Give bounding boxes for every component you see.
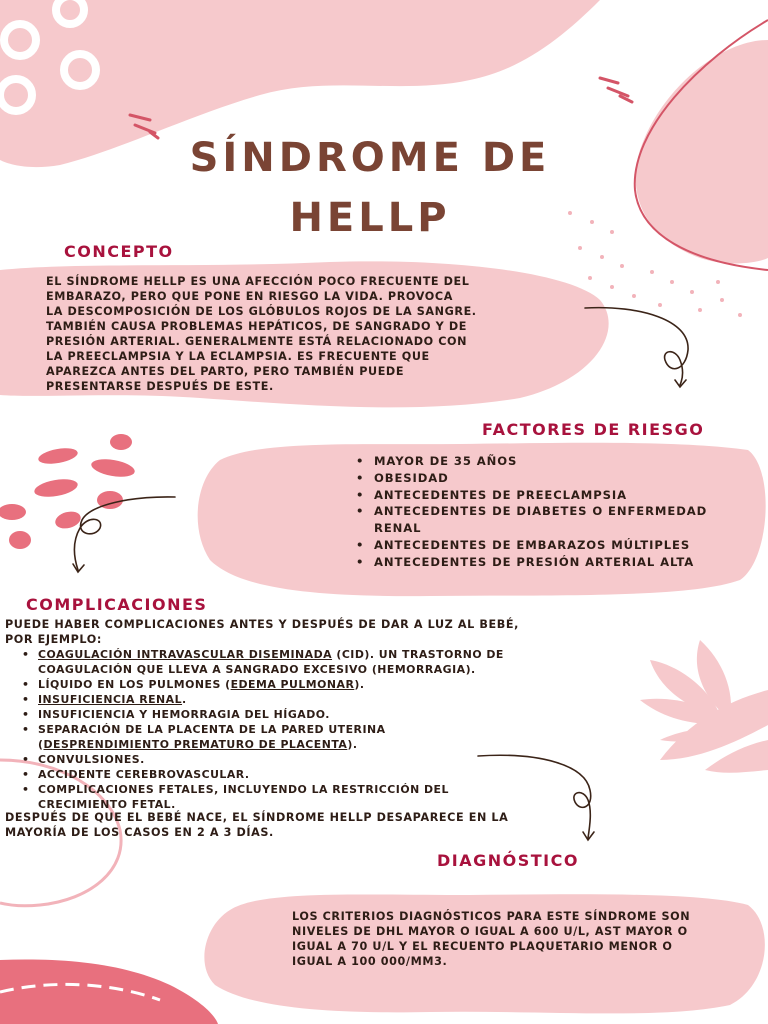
renal-text-post: .: [182, 693, 187, 706]
concepto-line: PRESENTARSE DESPUÉS DE ESTE.: [46, 380, 274, 393]
factores-heading: FACTORES DE RIESGO: [482, 420, 705, 439]
arrow-factores: [75, 497, 176, 570]
arrow-factores-head: [73, 564, 84, 572]
list-item: • ANTECEDENTES DE EMBARAZOS MÚLTIPLES: [352, 537, 752, 554]
fetales-text: COMPLICACIONES FETALES, INCLUYENDO LA RESTRICCIÓN DEL: [38, 783, 449, 796]
diagnostico-line: IGUAL A 100 000/MM3.: [292, 955, 448, 968]
concepto-line: PRESIÓN ARTERIAL. GENERALMENTE ESTÁ RELACIONADO CON: [46, 335, 468, 348]
list-item: [4, 647, 604, 677]
concepto-line: LA DESCOMPOSICIÓN DE LOS GLÓBULOS ROJOS DE LA SANGRE.: [46, 305, 477, 318]
cid-text-2: COAGULACIÓN QUE LLEVA A SANGRADO EXCESIVO (HEMORRAGIA).: [38, 663, 476, 676]
title-line-1: SÍNDROME DE: [189, 135, 551, 181]
complicaciones-list: [4, 647, 604, 812]
list-item: • ANTECEDENTES DE PRESIÓN ARTERIAL ALTA: [352, 554, 752, 571]
pulmon-text-post: ).: [354, 678, 365, 691]
list-item: [4, 782, 604, 812]
diagnostico-line: NIVELES DE DHL MAYOR O IGUAL A 600 U/L, AST MAYOR O: [292, 925, 688, 938]
complicaciones-intro-line: POR EJEMPLO:: [5, 633, 102, 646]
cid-link[interactable]: COAGULACIÓN INTRAVASCULAR DISEMINADA: [38, 648, 333, 661]
complicaciones-outro: [5, 810, 625, 840]
leaf-decoration: [640, 640, 768, 773]
bottom-left-blob: [0, 960, 218, 1024]
concepto-heading: CONCEPTO: [64, 242, 174, 261]
concepto-line: LA PREECLAMPSIA Y LA ECLAMPSIA. ES FRECUENTE QUE: [46, 350, 430, 363]
placenta-text-pre: (: [38, 738, 44, 751]
pulmon-text: LÍQUIDO EN LOS PULMONES (: [38, 678, 231, 691]
complicaciones-intro: [5, 617, 605, 647]
list-item: • MAYOR DE 35 AÑOS: [352, 453, 752, 470]
list-item: • CONVULSIONES.: [4, 752, 604, 767]
fetales-text-2: CRECIMIENTO FETAL.: [38, 798, 176, 811]
list-item: • ANTECEDENTES DE PREECLAMPSIA: [352, 487, 752, 504]
page-title: [0, 130, 740, 246]
placenta-text: SEPARACIÓN DE LA PLACENTA DE LA PARED UTERINA: [38, 723, 386, 736]
title-line-2: HELLP: [289, 195, 451, 241]
factores-list: [352, 453, 752, 571]
concepto-line: EMBARAZO, PERO QUE PONE EN RIESGO LA VIDA. PROVOCA: [46, 290, 453, 303]
list-item: [4, 677, 604, 692]
diagnostico-heading: DIAGNÓSTICO: [437, 851, 579, 870]
list-item: [4, 722, 604, 752]
desprendimiento-link[interactable]: DESPRENDIMIENTO PREMATURO DE PLACENTA: [43, 738, 348, 751]
diagnostico-text: [292, 909, 762, 969]
list-item: • ANTECEDENTES DE DIABETES O ENFERMEDAD RENAL: [352, 503, 752, 537]
pink-ovals: [0, 434, 136, 549]
list-item: • OBESIDAD: [352, 470, 752, 487]
complicaciones-outro-line: DESPUÉS DE QUE EL BEBÉ NACE, EL SÍNDROME HELLP DESAPARECE EN LA: [5, 811, 509, 824]
placenta-text-post: ).: [347, 738, 358, 751]
diagnostico-line: LOS CRITERIOS DIAGNÓSTICOS PARA ESTE SÍNDROME SON: [292, 910, 691, 923]
list-item: [4, 692, 604, 707]
concepto-text: [46, 274, 566, 394]
concepto-line: EL SÍNDROME HELLP ES UNA AFECCIÓN POCO FRECUENTE DEL: [46, 275, 470, 288]
list-item: • ACCIDENTE CEREBROVASCULAR.: [4, 767, 604, 782]
diagnostico-line: IGUAL A 70 U/L Y EL RECUENTO PLAQUETARIO MENOR O: [292, 940, 673, 953]
list-item: • INSUFICIENCIA Y HEMORRAGIA DEL HÍGADO.: [4, 707, 604, 722]
complicaciones-intro-line: PUEDE HABER COMPLICACIONES ANTES Y DESPUÉS DE DAR A LUZ AL BEBÉ,: [5, 618, 519, 631]
complicaciones-heading: COMPLICACIONES: [26, 595, 208, 614]
renal-link[interactable]: INSUFICIENCIA RENAL: [38, 693, 183, 706]
concepto-line: TAMBIÉN CAUSA PROBLEMAS HEPÁTICOS, DE SANGRADO Y DE: [46, 320, 467, 333]
edema-link[interactable]: EDEMA PULMONAR: [230, 678, 355, 691]
concepto-line: APAREZCA ANTES DEL PARTO, PERO TAMBIÉN PUEDE: [46, 365, 405, 378]
complicaciones-outro-line: MAYORÍA DE LOS CASOS EN 2 A 3 DÍAS.: [5, 826, 274, 839]
cid-text: (CID). UN TRASTORNO DE: [332, 648, 504, 661]
